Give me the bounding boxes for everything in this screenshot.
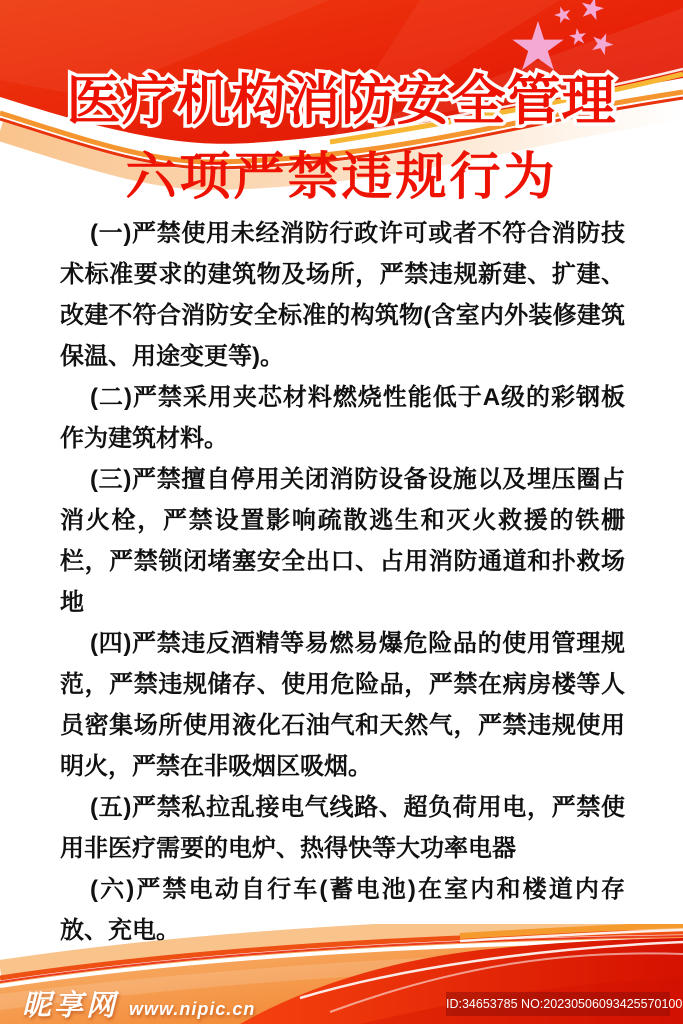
- poster-title-line1: 医疗机构消防安全管理: [66, 71, 617, 131]
- regulation-item-3: (三)严禁擅自停用关闭消防设备设施以及埋压圈占消火栓，严禁设置影响疏散逃生和灭火救援的铁栅栏，严禁锁闭堵塞安全出口、占用消防通道和扑救场地: [60, 466, 625, 616]
- poster-title-line2: 六项严禁违规行为: [125, 148, 558, 205]
- regulations-list: [60, 213, 625, 951]
- regulation-item-1: (一)严禁使用未经消防行政许可或者不符合消防技术标准要求的建筑物及场所，严禁违规新建、扩建、改建不符合消防安全标准的构筑物(含室内外装修建筑保温、用途变更等)。: [60, 220, 625, 370]
- site-url-text: www.nipic.cn: [129, 999, 256, 1019]
- site-logo-text: 昵享网: [22, 990, 119, 1022]
- regulation-item-5: (五)严禁私拉乱接电气线路、超负荷用电，严禁使用非医疗需要的电炉、热得快等大功率电器: [60, 794, 625, 862]
- regulation-item-4: (四)严禁违反酒精等易燃易爆危险品的使用管理规范，严禁违规储存、使用危险品，严禁在病房楼等人员密集场所使用液化石油气和天然气，严禁违规使用明火，严禁在非吸烟区吸烟。: [60, 630, 625, 780]
- regulation-item-6: (六)严禁电动自行车(蓄电池)在室内和楼道内存放、充电。: [60, 876, 625, 944]
- image-id-badge: ID:34653785 NO:20230506093425570100: [446, 992, 670, 1016]
- regulation-item-2: (二)严禁采用夹芯材料燃烧性能低于A级的彩钢板作为建筑材料。: [60, 384, 625, 452]
- site-watermark: [22, 983, 256, 1022]
